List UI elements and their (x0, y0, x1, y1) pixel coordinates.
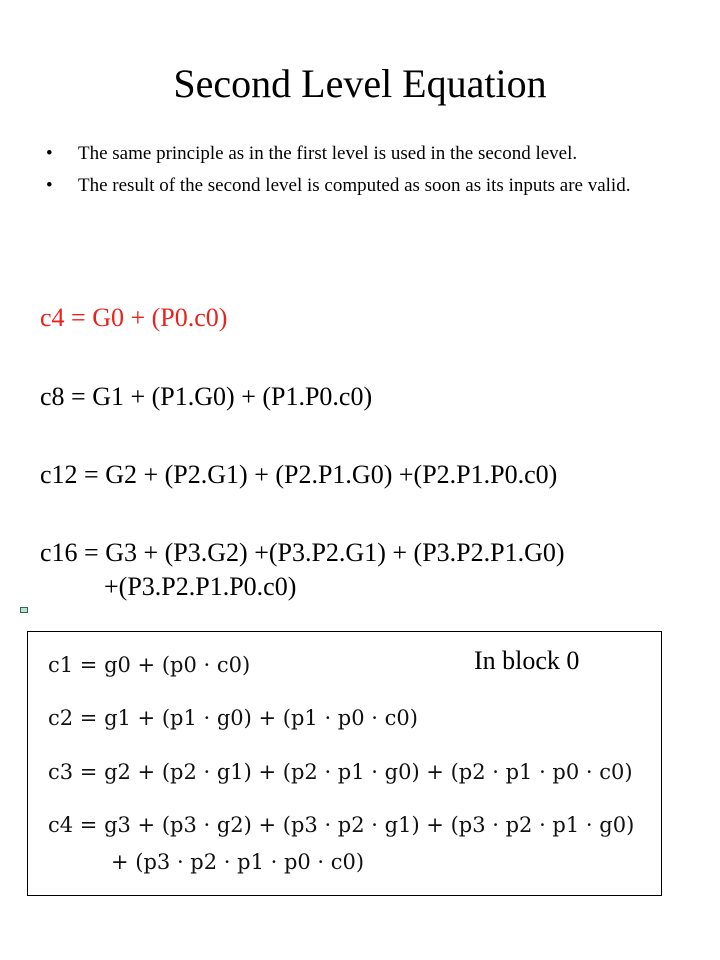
selection-handle[interactable] (20, 607, 28, 613)
bullet-list (44, 140, 684, 204)
equation-c8: c8 = G1 + (P1.G0) + (P1.P0.c0) (40, 382, 373, 411)
equation-c16-line1: c16 = G3 + (P3.G2) +(P3.P2.G1) + (P3.P2.P1.G0) (40, 538, 565, 567)
bullet-dot-icon: • (46, 143, 53, 164)
bullet-text: The same principle as in the first level is used in the second level. (78, 143, 578, 164)
math-line-c1: c1 = g0 + (p0 · c0) (48, 653, 251, 677)
block-label: In block 0 (474, 646, 580, 675)
bullet-item (44, 140, 684, 168)
math-line-c2: c2 = g1 + (p1 · g0) + (p1 · p0 · c0) (48, 706, 418, 730)
equation-c4: c4 = G0 + (P0.c0) (40, 303, 228, 332)
slide-title: Second Level Equation (173, 61, 547, 106)
math-line-c3: c3 = g2 + (p2 · g1) + (p2 · p1 · g0) + (p2 · p1 · p0 · c0) (48, 760, 633, 784)
math-line-c4-continued: + (p3 · p2 · p1 · p0 · c0) (111, 850, 365, 874)
equation-c16-line2: +(P3.P2.P1.P0.c0) (104, 572, 297, 601)
bullet-dot-icon: • (46, 175, 53, 196)
bullet-text: The result of the second level is computed as soon as its inputs are valid. (78, 175, 631, 196)
bullet-item (44, 172, 684, 200)
equation-c12: c12 = G2 + (P2.G1) + (P2.P1.G0) +(P2.P1.P0.c0) (40, 460, 558, 489)
math-line-c4: c4 = g3 + (p3 · g2) + (p3 · p2 · g1) + (p3 · p2 · p1 · g0) (48, 813, 635, 837)
block-0-equation-image (27, 631, 662, 896)
